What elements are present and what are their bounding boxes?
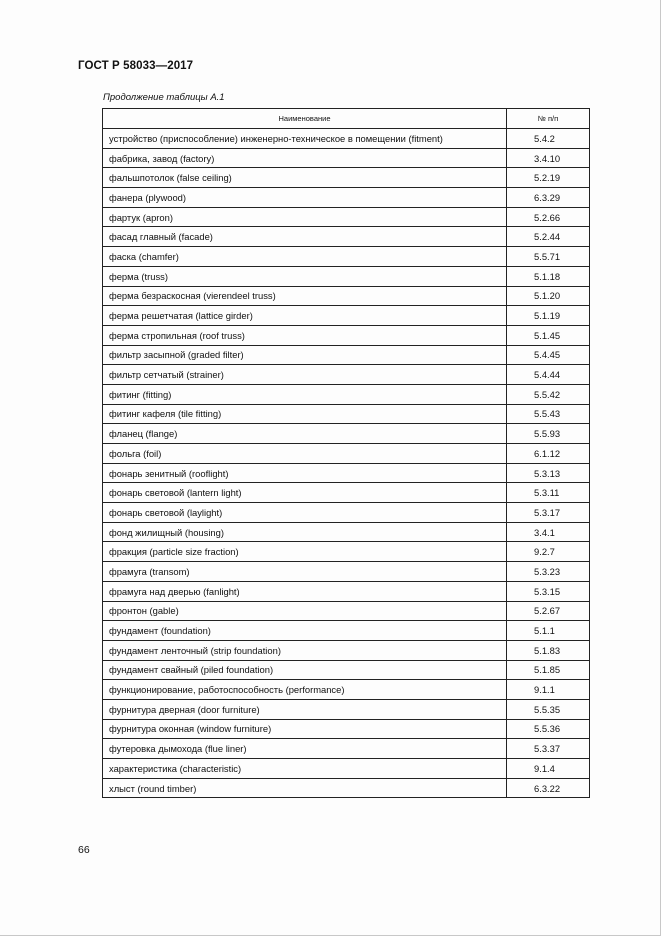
table-row [103, 699, 590, 719]
table-row [103, 483, 590, 503]
term-name-cell: фабрика, завод (factory) [103, 148, 507, 168]
table-row [103, 581, 590, 601]
table-row [103, 129, 590, 149]
term-number-cell: 5.2.44 [507, 227, 590, 247]
table-row [103, 266, 590, 286]
table-row [103, 719, 590, 739]
table-row [103, 444, 590, 464]
term-number-cell: 5.4.44 [507, 365, 590, 385]
term-name-cell: фартук (apron) [103, 207, 507, 227]
term-number-cell: 5.5.43 [507, 404, 590, 424]
table-row [103, 384, 590, 404]
term-number-cell: 5.4.45 [507, 345, 590, 365]
term-name-cell: фланец (flange) [103, 424, 507, 444]
table-row [103, 365, 590, 385]
table-row [103, 345, 590, 365]
term-name-cell: устройство (приспособление) инженерно-техническое в помещении (fitment) [103, 129, 507, 149]
term-name-cell: фитинг (fitting) [103, 384, 507, 404]
table-row [103, 207, 590, 227]
term-number-cell: 5.3.11 [507, 483, 590, 503]
term-name-cell: хлыст (round timber) [103, 778, 507, 798]
term-name-cell: фальшпотолок (false ceiling) [103, 168, 507, 188]
table-row [103, 325, 590, 345]
term-number-cell: 5.1.45 [507, 325, 590, 345]
term-name-cell: фонарь световой (lantern light) [103, 483, 507, 503]
terms-table [102, 108, 590, 798]
term-number-cell: 5.5.35 [507, 699, 590, 719]
table-row [103, 522, 590, 542]
term-number-cell: 5.3.17 [507, 503, 590, 523]
term-name-cell: фрамуга (transom) [103, 562, 507, 582]
term-name-cell: фольга (foil) [103, 444, 507, 464]
term-number-cell: 9.1.1 [507, 680, 590, 700]
term-number-cell: 5.2.66 [507, 207, 590, 227]
table-row [103, 759, 590, 779]
term-name-cell: фаска (chamfer) [103, 247, 507, 267]
term-number-cell: 9.2.7 [507, 542, 590, 562]
term-number-cell: 5.5.36 [507, 719, 590, 739]
table-row [103, 542, 590, 562]
term-name-cell: фундамент (foundation) [103, 621, 507, 641]
term-number-cell: 9.1.4 [507, 759, 590, 779]
table-row [103, 227, 590, 247]
term-name-cell: ферма решетчатая (lattice girder) [103, 306, 507, 326]
term-number-cell: 5.4.2 [507, 129, 590, 149]
term-name-cell: фасад главный (facade) [103, 227, 507, 247]
document-code: ГОСТ Р 58033—2017 [78, 60, 194, 72]
term-number-cell: 5.1.85 [507, 660, 590, 680]
term-name-cell: ферма безраскосная (vierendeel truss) [103, 286, 507, 306]
term-number-cell: 3.4.1 [507, 522, 590, 542]
table-row [103, 286, 590, 306]
term-name-cell: ферма стропильная (roof truss) [103, 325, 507, 345]
term-number-cell: 5.1.83 [507, 640, 590, 660]
term-name-cell: фитинг кафеля (tile fitting) [103, 404, 507, 424]
term-name-cell: фильтр засыпной (graded filter) [103, 345, 507, 365]
term-name-cell: характеристика (characteristic) [103, 759, 507, 779]
term-name-cell: фракция (particle size fraction) [103, 542, 507, 562]
table-row [103, 306, 590, 326]
term-name-cell: фанера (plywood) [103, 188, 507, 208]
term-name-cell: фурнитура дверная (door furniture) [103, 699, 507, 719]
term-name-cell: фрамуга над дверью (fanlight) [103, 581, 507, 601]
term-name-cell: фронтон (gable) [103, 601, 507, 621]
term-number-cell: 5.3.15 [507, 581, 590, 601]
column-header-name: Наименование [103, 109, 507, 129]
term-name-cell: фундамент ленточный (strip foundation) [103, 640, 507, 660]
page-number: 66 [78, 844, 90, 856]
term-name-cell: фундамент свайный (piled foundation) [103, 660, 507, 680]
term-number-cell: 5.2.67 [507, 601, 590, 621]
table-row [103, 168, 590, 188]
table-row [103, 562, 590, 582]
term-number-cell: 3.4.10 [507, 148, 590, 168]
term-number-cell: 5.1.18 [507, 266, 590, 286]
term-number-cell: 5.5.42 [507, 384, 590, 404]
term-number-cell: 5.1.19 [507, 306, 590, 326]
table-header-row [103, 109, 590, 129]
term-number-cell: 5.3.37 [507, 739, 590, 759]
table-row [103, 660, 590, 680]
term-number-cell: 6.1.12 [507, 444, 590, 464]
table-row [103, 640, 590, 660]
term-number-cell: 5.1.20 [507, 286, 590, 306]
term-name-cell: фурнитура оконная (window furniture) [103, 719, 507, 739]
table-row [103, 463, 590, 483]
term-number-cell: 5.5.93 [507, 424, 590, 444]
term-number-cell: 5.3.13 [507, 463, 590, 483]
table-row [103, 621, 590, 641]
table-row [103, 503, 590, 523]
table-row [103, 247, 590, 267]
table-row [103, 188, 590, 208]
term-name-cell: фильтр сетчатый (strainer) [103, 365, 507, 385]
term-name-cell: фонарь зенитный (rooflight) [103, 463, 507, 483]
term-number-cell: 5.2.19 [507, 168, 590, 188]
term-number-cell: 5.3.23 [507, 562, 590, 582]
term-number-cell: 6.3.22 [507, 778, 590, 798]
term-name-cell: ферма (truss) [103, 266, 507, 286]
table-body [103, 129, 590, 798]
term-number-cell: 6.3.29 [507, 188, 590, 208]
table-row [103, 424, 590, 444]
term-number-cell: 5.1.1 [507, 621, 590, 641]
table-row [103, 601, 590, 621]
table-caption: Продолжение таблицы А.1 [103, 92, 225, 103]
term-name-cell: футеровка дымохода (flue liner) [103, 739, 507, 759]
table-row [103, 739, 590, 759]
table-row [103, 148, 590, 168]
term-name-cell: фонд жилищный (housing) [103, 522, 507, 542]
table-row [103, 778, 590, 798]
term-name-cell: фонарь световой (laylight) [103, 503, 507, 523]
table-row [103, 404, 590, 424]
column-header-number: № п/п [507, 109, 590, 129]
term-number-cell: 5.5.71 [507, 247, 590, 267]
table-row [103, 680, 590, 700]
term-name-cell: функционирование, работоспособность (performance) [103, 680, 507, 700]
